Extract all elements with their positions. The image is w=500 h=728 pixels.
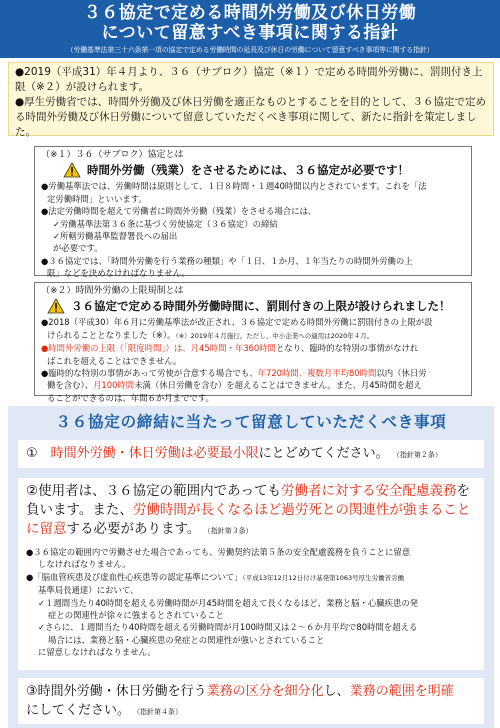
page-subtitle: （労働基準法第三十六条第一項の協定で定める労働時間の延長及び休日の労働について留意すべき事項等に関する指針） — [66, 46, 434, 54]
detail-line: ✓１週間当たり40時間を超える労働時間が月45時間を超えて長くなるほど、業務と脳・心臓疾患の発 — [38, 597, 419, 608]
note-box-headline — [47, 298, 465, 314]
item-text: し、 — [323, 684, 350, 699]
note-line: ●３６協定では、「時間外労働を行う業務の種類」や「１日、１か月、１年当たりの時間外労働の上 — [41, 255, 413, 266]
note-line — [41, 379, 465, 391]
item-line — [26, 501, 476, 520]
section-title: ３６協定の締結に当たって留意していただくべき事項 — [55, 413, 447, 431]
detail-line: ✓さらに、１週間当たり40時間を超える労働時間が月100時間又は２～６か月平均で80時間を超える — [38, 622, 418, 633]
detail-line — [26, 571, 476, 584]
note-box-headline — [63, 162, 465, 178]
intro-paragraph-1: ●2019（平成31）年４月より、３６（サブロク）協定（※１）で定める時間外労働に、罰則付き上限（※２）が設けられます。 — [15, 66, 483, 93]
guideline-reference: （指針第２条） — [392, 451, 442, 459]
page-title-line2: について留意すべき事項に関する指針 — [101, 23, 399, 43]
item-line — [26, 520, 476, 541]
note-text: けられることとなりました（※）。 — [47, 329, 176, 340]
note-line: ✓労働基準法第３６条に基づく労使協定（３６協定）の締結 — [53, 218, 278, 229]
note-text: ●臨時的な特別の事情があって労使が合意する場合でも、 — [41, 368, 258, 379]
note-text: 以内（休日労 — [376, 368, 427, 379]
note-line: 定労働時間」といいます。 — [47, 193, 147, 204]
consideration-item-1 — [18, 440, 484, 468]
detail-text: ●「脳血管疾患及び虚血性心疾患等の認定基準について」 — [26, 571, 243, 582]
note-box-upper-limit — [34, 282, 472, 403]
note-box-caption: （※１）３６（サブロク）協定とは — [41, 150, 184, 160]
note-line — [41, 329, 465, 342]
item-text: ②使用者は、３６協定の範囲内であっても — [26, 483, 281, 499]
detail-line: ●３６協定の範囲内で労働させた場合であっても、労働契約法第５条の安全配慮義務を負うことに留意 — [26, 547, 411, 557]
highlight-text: 月100時間 — [93, 380, 135, 391]
note-line: が必要です。 — [53, 243, 103, 254]
note-line: ることができるのは、年間６か月までです。 — [47, 392, 214, 403]
note-box-headline-text: 時間外労働（残業）をさせるためには、３６協定が必要です！ — [87, 163, 409, 178]
note-line: ✓所轄労働基準監督署長への届出 — [53, 231, 178, 242]
highlight-text: 業務の区分を細分化 — [206, 684, 324, 699]
title-banner — [0, 0, 500, 58]
note-box-headline-text: ３６協定で定める時間外労働時間に、罰則付きの上限が設けられました！ — [71, 299, 451, 314]
item-text: する必要があります。 — [66, 521, 194, 537]
note-text: 働を含む）、 — [47, 380, 94, 391]
highlight-text: 労働者に対する安全配慮義務 — [280, 483, 457, 499]
note-box-caption: （※２）時間外労働の上限規制とは — [41, 286, 184, 296]
guideline-reference: （指針第４条） — [136, 708, 183, 716]
item-number: ① — [26, 446, 51, 461]
item-line — [26, 701, 476, 722]
warning-icon — [47, 298, 65, 314]
considerations-section — [8, 406, 494, 728]
detail-footnote: （平成13年12月12日付け基発第1063号厚生労働省労働 — [242, 573, 405, 582]
highlight-text: ●時間外労働の上限（「限度時間」）は、月45時間・年360時間 — [41, 343, 276, 354]
highlight-text: 年720時間、複数月平均80時間 — [257, 368, 377, 379]
note-line: ばこれを超えることはできません。 — [47, 355, 182, 366]
item-line — [26, 482, 476, 501]
detail-line: しなければなりません。 — [38, 559, 131, 570]
note-footnote: （※）2019年４月施行。ただし、中小企業への適用は2020年４月。 — [175, 331, 374, 340]
note-line — [41, 342, 465, 354]
note-box-36-agreement — [34, 146, 472, 279]
detail-line: 症との関連性が徐々に強まるとされていること — [48, 610, 224, 621]
item-text: ③時間外労働・休日労働を行う — [26, 684, 207, 699]
detail-line: に留意しなければなりません。 — [38, 647, 156, 658]
page-title-line1: ３６協定で定める時間外労働及び休日労働 — [83, 3, 417, 23]
note-line: 限」などを決めなければなりません。 — [47, 268, 190, 279]
item-text: にしてください。 — [26, 703, 124, 718]
detail-line: 場合には、業務と脳・心臓疾患の発症との関連性が強いとされていること — [48, 634, 325, 645]
highlight-text: に留意 — [26, 521, 67, 537]
note-line: ●法定労働時間を超えて労働者に時間外労働（残業）をさせる場合には、 — [41, 206, 317, 217]
highlight-text: 業務の範囲を明確 — [349, 684, 454, 699]
warning-icon — [63, 162, 81, 178]
consideration-item-3 — [18, 678, 484, 724]
highlight-text: 時間外労働・休日労働は必要最小限 — [50, 446, 259, 461]
item-text: にとどめてください。 — [258, 446, 389, 461]
consideration-item-2 — [18, 478, 484, 670]
detail-line: 基準局長通達）において、 — [38, 585, 139, 596]
item-text: を — [456, 483, 470, 499]
item-text: 負います。また、 — [26, 502, 133, 518]
intro-panel — [8, 62, 494, 136]
guideline-reference: （指針第３条） — [207, 527, 253, 535]
note-line: ●労働基準法では、労働時間は原則として、１日８時間・１週40時間以内とされています。これを「法 — [41, 181, 427, 192]
note-text: となり、臨時的な特別の事情がなけれ — [275, 343, 419, 354]
item-line — [26, 682, 476, 701]
intro-paragraph-2: ●厚生労働省では、時間外労働及び休日労働を適正なものとすることを目的として、３６協定で定める時間外労働及び休日労働について留意していただくべき事項に関して、新たに指針を策定しました。 — [15, 96, 486, 138]
note-text: 未満（休日労働を含む）を超えることはできません。また、月45時間を超え — [134, 380, 422, 391]
highlight-text: 労働時間が長くなるほど過労死との関連性が強まること — [132, 502, 471, 518]
note-line: ●2018（平成30）年６月に労働基準法が改正され、３６協定で定める時間外労働に罰則付きの上限が設 — [41, 317, 433, 328]
note-line — [41, 367, 465, 379]
